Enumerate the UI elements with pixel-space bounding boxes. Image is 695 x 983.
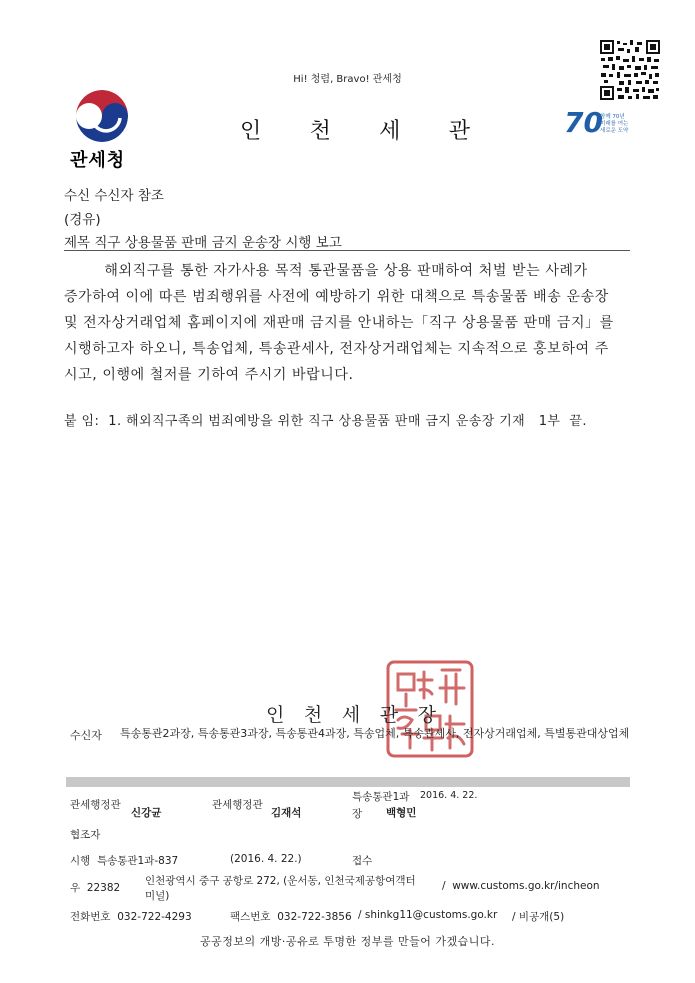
zip-code: 우 22382 <box>70 882 121 894</box>
slogan: Hi! 청렴, Bravo! 관세청 <box>293 74 402 85</box>
fax-number: 팩스번호 032-722-3856 <box>230 911 352 923</box>
receivers-list: 특송통관2과장, 특송통관3과장, 특송통관4과장, 특송업체, 특송관세사, 전자상거래업체, 특별통관대상업체 <box>120 727 630 740</box>
attachment-line: 붙 임: 1. 해외직구족의 범죄예방을 위한 직구 상용물품 판매 금지 운송장 기재 1부 끝. <box>64 414 587 429</box>
approver-name: 백형민 <box>386 807 417 819</box>
body-line: 및 전자상거래업체 홈페이지에 재판매 금지를 안내하는「직구 상용물품 판매 금지」를 <box>64 315 614 331</box>
disclosure-status: / 비공개(5) <box>512 911 565 923</box>
70th-anniversary-emblem <box>564 108 644 142</box>
customs-service-logo-icon <box>74 88 130 144</box>
anniversary-line: 미래를 여는 <box>600 121 629 127</box>
org-title-char: 인 <box>240 119 262 144</box>
address-line: 미널) <box>145 890 170 902</box>
subject-line: 제목 직구 상용물품 판매 금지 운송장 시행 보고 <box>64 235 342 251</box>
body-paragraph <box>64 258 636 388</box>
anniversary-line: 함께 70년 <box>600 114 625 120</box>
org-title-char: 세 <box>379 119 401 144</box>
website-link[interactable]: / www.customs.go.kr/incheon <box>442 880 600 892</box>
enforcement-date: (2016. 4. 22.) <box>230 853 302 865</box>
approval-divider-bar <box>66 777 630 787</box>
approval-date: 2016. 4. 22. <box>420 790 478 801</box>
body-line: 시고, 이행에 철저를 기하여 주시기 바랍니다. <box>64 367 354 383</box>
sender-char: 관 <box>379 704 399 726</box>
receivers-label: 수신자 <box>70 729 102 742</box>
sender-char: 천 <box>303 704 323 726</box>
receipt-label: 접수 <box>352 855 373 867</box>
via-line: (경유) <box>64 212 101 228</box>
logo-text: 관세청 <box>70 150 126 171</box>
approver-role: 관세행정관 <box>212 799 263 811</box>
body-line: 시행하고자 하오니, 특송업체, 특송관세사, 전자상거래업체는 지속적으로 홍보하여 주 <box>64 341 609 357</box>
phone-number: 전화번호 032-722-4293 <box>70 911 192 923</box>
address <box>145 873 445 903</box>
body-line: 해외직구를 통한 자가사용 목적 통관물품을 상용 판매하여 처벌 받는 사례가 <box>64 263 588 279</box>
approver-name: 김재석 <box>271 807 302 819</box>
organization-title <box>240 114 470 145</box>
body-line: 증가하여 이에 따른 범죄행위를 사전에 예방하기 위한 대책으로 특송물품 배송 운송장 <box>64 289 609 305</box>
org-title-char: 천 <box>309 119 331 144</box>
sender-char: 장 <box>417 704 436 726</box>
sender-title <box>266 700 436 727</box>
cooperator-label: 협조자 <box>70 829 101 841</box>
sender-char: 인 <box>266 704 285 726</box>
enforcement-number: 시행 특송통관1과-837 <box>70 855 179 867</box>
approver-role: 관세행정관 <box>70 799 121 811</box>
org-title-char: 관 <box>448 119 470 144</box>
email-link[interactable]: / shinkg11@customs.go.kr <box>358 909 498 921</box>
qr-code-icon <box>599 39 661 101</box>
approver-role-continued: 장 <box>352 808 363 820</box>
approver-role: 특송통관1과 <box>352 791 410 803</box>
anniversary-number: 70 <box>564 106 603 139</box>
address-line: 인천광역시 중구 공항로 272, (운서동, 인천국제공항여객터 <box>145 875 416 887</box>
recipient-line: 수신 수신자 참조 <box>64 188 164 204</box>
footer-slogan: 공공정보의 개방·공유로 투명한 정부를 만들어 가겠습니다. <box>200 935 495 948</box>
subject-divider <box>64 250 630 251</box>
anniversary-line: 새로운 도약 <box>600 128 629 134</box>
approver-name: 신강균 <box>131 807 162 819</box>
sender-char: 세 <box>341 704 361 726</box>
